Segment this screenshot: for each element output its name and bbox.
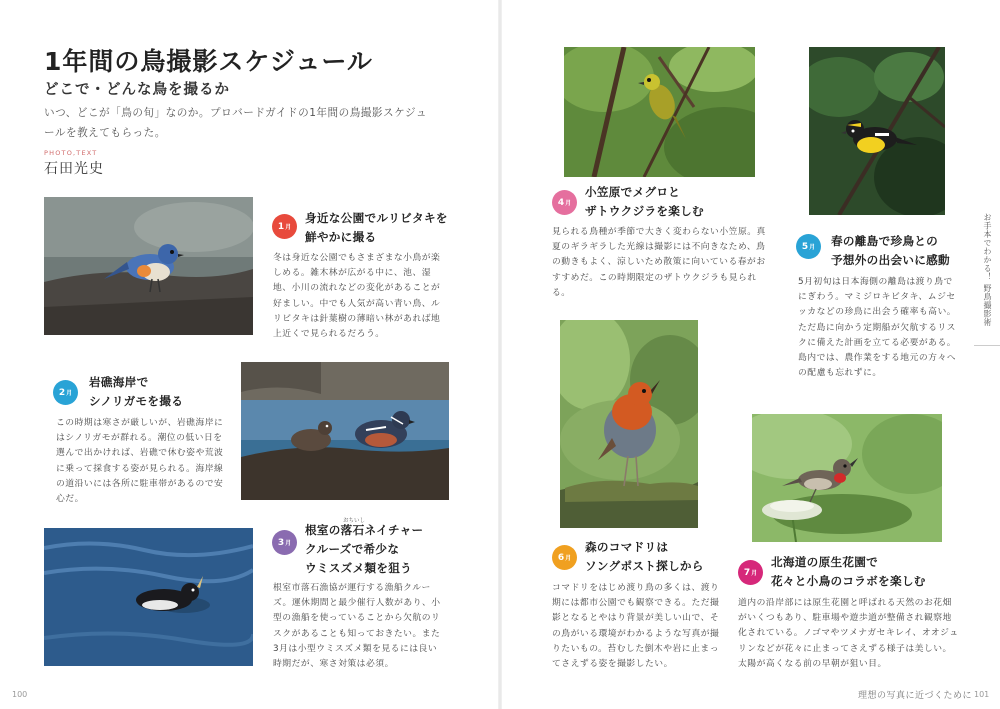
month-badge-number: 4 — [557, 197, 565, 208]
month-badge-number: 2 — [58, 387, 66, 398]
ruby-annotation: おちいし — [343, 518, 366, 524]
month-badge-january — [272, 214, 297, 239]
credit-name: 石田光史 — [44, 161, 104, 177]
heading-april — [585, 183, 704, 221]
lede-text: いつ、どこが「鳥の旬」なのか。プロバードガイドの1年間の鳥撮影スケジュールを教えてもらった。 — [44, 107, 427, 139]
month-badge-april — [552, 190, 577, 215]
month-badge-may — [796, 234, 821, 259]
heading-march — [305, 521, 423, 578]
month-badge-unit: 月 — [565, 555, 572, 562]
body-february: この時期は寒さが厳しいが、岩礁海岸にはシノリガモが群れる。潮位の低い日を選んで出かければ、岩礁で休む姿や荒波に乗って採食する姿が見られる。海岸線の道沿いには各所に駐車帯があるので安心だ。 — [56, 418, 224, 505]
heading-line: 小笠原でメグロと — [585, 185, 681, 199]
heading-line: 春の離島で珍鳥との — [831, 234, 939, 248]
month-badge-march — [272, 530, 297, 555]
heading-july — [771, 553, 926, 591]
heading-february — [89, 373, 183, 411]
body-july: 道内の沿岸部には原生花園と呼ばれる天然のお花畑がいくつもあり、駐車場や遊歩道が整備され観察地化されている。ノゴマやツメナガセキレイ、オオジュリンなどが花々に止まってさえずる様子は美しい。太陽が高くなる前の早朝が狙い目。 — [738, 598, 959, 669]
month-badge-unit: 月 — [285, 224, 292, 231]
body-june: コマドリをはじめ渡り鳥の多くは、渡り期には都市公園でも観察できる。ただ撮影となるとやはり背景が美しい山で、その鳥がいる環境がわかるような写真が撮りたいもの。苔むした倒木や岩に止まってさえずる姿を撮影したい。 — [552, 583, 720, 670]
photo-may-bird — [809, 47, 945, 215]
heading-line: 予想外の出会いに感動 — [831, 253, 950, 267]
month-badge-february — [53, 380, 78, 405]
running-head: 理想の写真に近づくために — [858, 691, 973, 701]
month-badge-july — [738, 560, 763, 585]
heading-june — [585, 538, 704, 576]
heading-line: 花々と小鳥のコラボを楽しむ — [771, 574, 926, 588]
month-badge-unit: 月 — [565, 200, 572, 207]
heading-line: ソングポスト探しから — [585, 559, 704, 573]
heading-line: ザトウクジラを楽しむ — [585, 204, 704, 218]
photo-february-bird — [241, 362, 449, 500]
month-badge-unit: 月 — [809, 244, 816, 251]
month-badge-number: 6 — [557, 552, 565, 563]
photo-march-bird — [44, 528, 253, 666]
body-march: 根室市落石漁協が運行する漁船クルーズ。運休期間と最少催行人数があり、小型の漁船を使っていることから欠航のリスクがあることも知っておきたい。また3月は小型ウミスズメ類を見るには良い時期だが、寒さ対策は必須。 — [273, 583, 441, 670]
month-badge-unit: 月 — [751, 570, 758, 577]
body-may: 5月初旬は日本海側の離島は渡り鳥でにぎわう。マミジロキビタキ、ムジセッカなどの珍鳥に出会う確率も高い。ただ島に向かう定期船が欠航するリスクに備えた計画を立てる必要がある。島内では、農作業をする地元の方々への配慮も忘れずに。 — [798, 277, 957, 379]
body-april: 見られる鳥種が季節で大きく変わらない小笠原。真夏のギラギラした光線は撮影には不向きなため、鳥の動きもよく、涼しいため散策に向いている春がおすすめだ。この時期限定のザトウクジラも見られる。 — [552, 227, 766, 298]
page-subtitle: どこで・どんな鳥を撮るか — [44, 82, 230, 98]
month-badge-number: 5 — [801, 241, 809, 252]
heading-line: 北海道の原生花園で — [771, 555, 879, 569]
heading-may — [831, 232, 950, 270]
gutter — [498, 0, 502, 709]
side-rule — [974, 345, 1000, 346]
heading-line: 根室の落石ネイチャー — [305, 523, 424, 537]
month-badge-number: 3 — [277, 537, 285, 548]
photo-july-bird — [752, 414, 942, 542]
photo-june-bird — [560, 320, 698, 528]
photo-april-bird — [564, 47, 755, 177]
heading-line: 鮮やかに撮る — [305, 230, 377, 244]
heading-line: 森のコマドリは — [585, 540, 669, 554]
month-badge-number: 7 — [743, 567, 751, 578]
month-badge-unit: 月 — [66, 390, 73, 397]
heading-line: 岩礁海岸で — [89, 375, 149, 389]
photo-january-bird — [44, 197, 253, 335]
page-number-right: 101 — [974, 690, 990, 699]
page-title: 1年間の鳥撮影スケジュール — [44, 47, 373, 76]
credit-label: PHOTO,TEXT — [44, 149, 98, 157]
heading-line: シノリガモを撮る — [89, 394, 184, 408]
body-january: 冬は身近な公園でもさまざまな小鳥が楽しめる。雑木林が広がる中に、池、湿地、小川の流れなどの変化があることが好ましい。中でも人気が高い青い鳥、ルリビタキは針葉樹の薄暗い林があれば地上近くで見られるだろう。 — [273, 253, 441, 340]
heading-line: ウミスズメ類を狙う — [305, 561, 413, 575]
heading-january — [305, 209, 448, 247]
heading-line: クルーズで希少な — [305, 542, 400, 556]
page-number-left: 100 — [12, 690, 28, 699]
heading-line: 身近な公園でルリビタキを — [305, 211, 448, 225]
month-badge-june — [552, 545, 577, 570]
side-tab: お手本でわかる！ 野鳥撮影術 — [983, 213, 992, 327]
month-badge-unit: 月 — [285, 540, 292, 547]
month-badge-number: 1 — [277, 221, 285, 232]
